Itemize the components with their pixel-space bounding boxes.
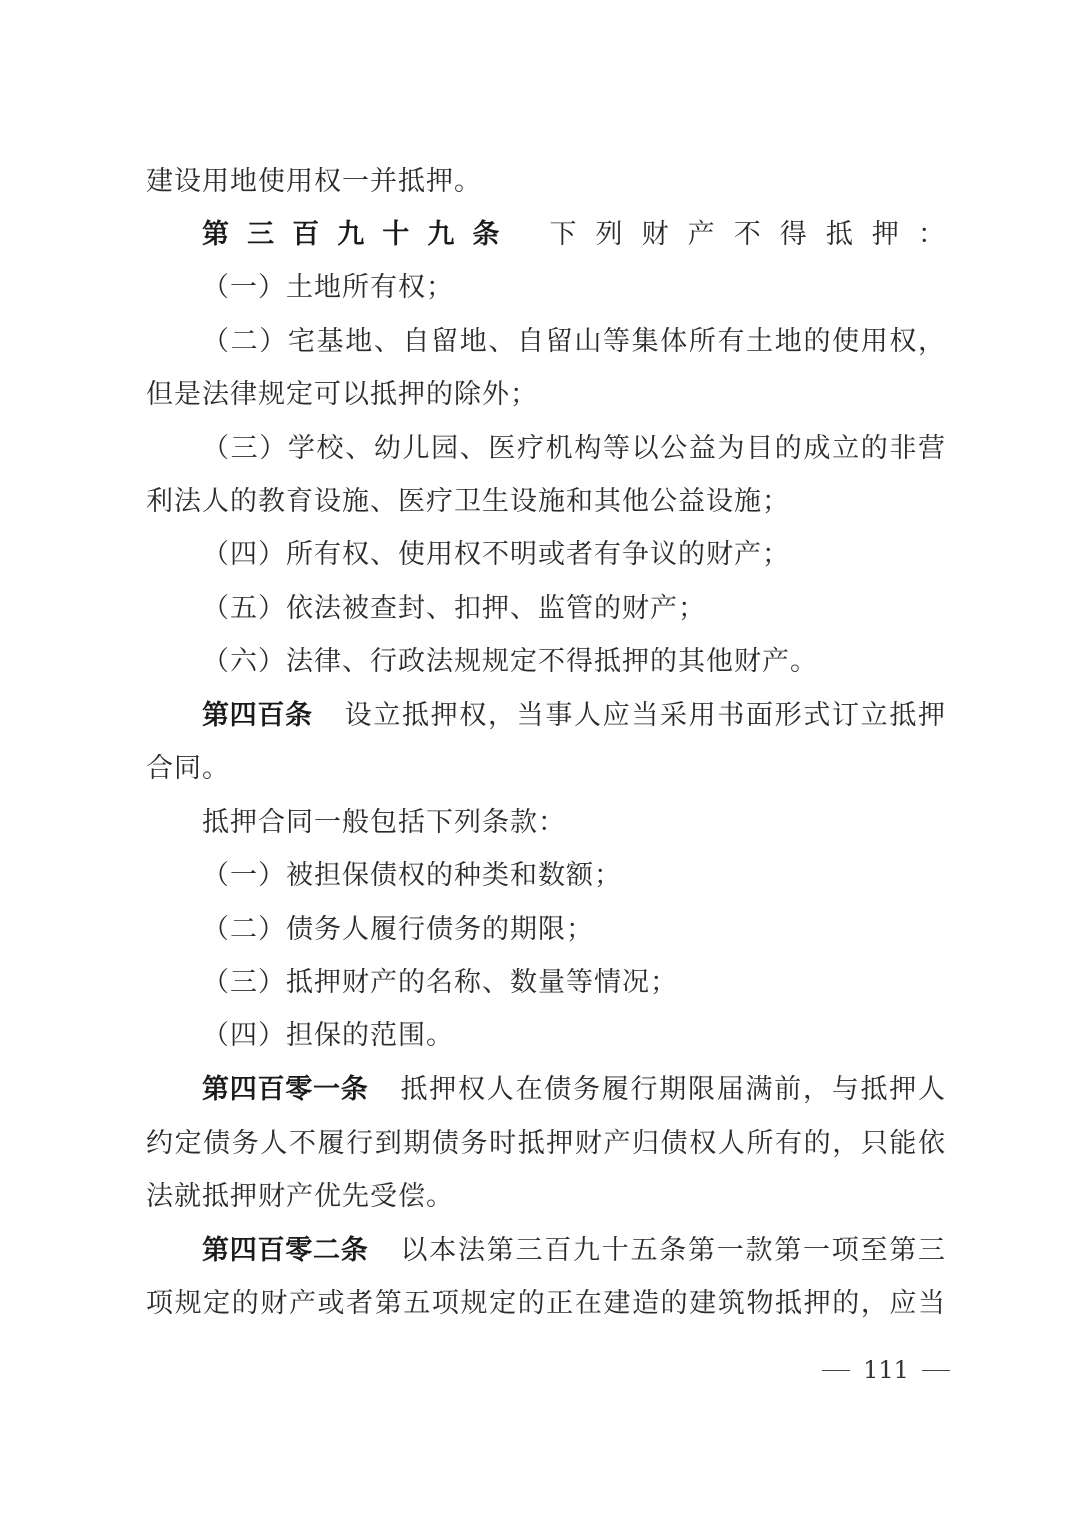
list-item: （四）所有权、使用权不明或者有争议的财产； [202,539,790,570]
list-item: （二）宅基地、自留地、自留山等集体所有土地的使用权， [202,326,946,357]
article-heading-line: 第四百零一条 抵押权人在债务履行期限届满前，与抵押人 [202,1074,946,1105]
footer-dash-left [822,1370,850,1371]
list-item: （四）担保的范围。 [202,1020,454,1051]
list-item: （六）法律、行政法规规定不得抵押的其他财产。 [202,646,818,677]
text-line: 法就抵押财产优先受偿。 [146,1181,454,1212]
article-number: 第四百条 [202,700,313,731]
text-line: 但是法律规定可以抵押的除外； [146,379,538,410]
article-number: 第四百零二条 [202,1235,369,1266]
text-line: 利法人的教育设施、医疗卫生设施和其他公益设施； [146,486,790,517]
text-line: 约定债务人不履行到期债务时抵押财产归债权人所有的，只能依 [146,1128,946,1159]
list-item: （三）抵押财产的名称、数量等情况； [202,967,678,998]
footer-dash-right [922,1370,950,1371]
list-item: （一）土地所有权； [202,272,454,303]
text-line: 合同。 [146,753,230,784]
list-item: （三）学校、幼儿园、医疗机构等以公益为目的成立的非营 [202,433,946,464]
article-heading-line: 第四百零二条 以本法第三百九十五条第一款第一项至第三 [202,1235,946,1266]
page-footer [822,1350,950,1390]
article-number: 第四百零一条 [202,1074,369,1105]
list-item: （五）依法被查封、扣押、监管的财产； [202,593,706,624]
page-number: 111 [863,1356,909,1384]
list-item: （一）被担保债权的种类和数额； [202,860,622,891]
text-line: 项规定的财产或者第五项规定的正在建造的建筑物抵押的，应当 [146,1288,946,1319]
article-number: 第三百九十九条 [202,219,518,250]
article-heading-line: 第三百九十九条 下列财产不得抵押： [202,219,947,250]
list-item: （二）债务人履行债务的期限； [202,914,594,945]
article-heading-line: 第四百条 设立抵押权，当事人应当采用书面形式订立抵押 [202,700,947,731]
text-line: 抵押合同一般包括下列条款： [202,807,566,838]
text-line: 建设用地使用权一并抵押。 [146,166,482,197]
